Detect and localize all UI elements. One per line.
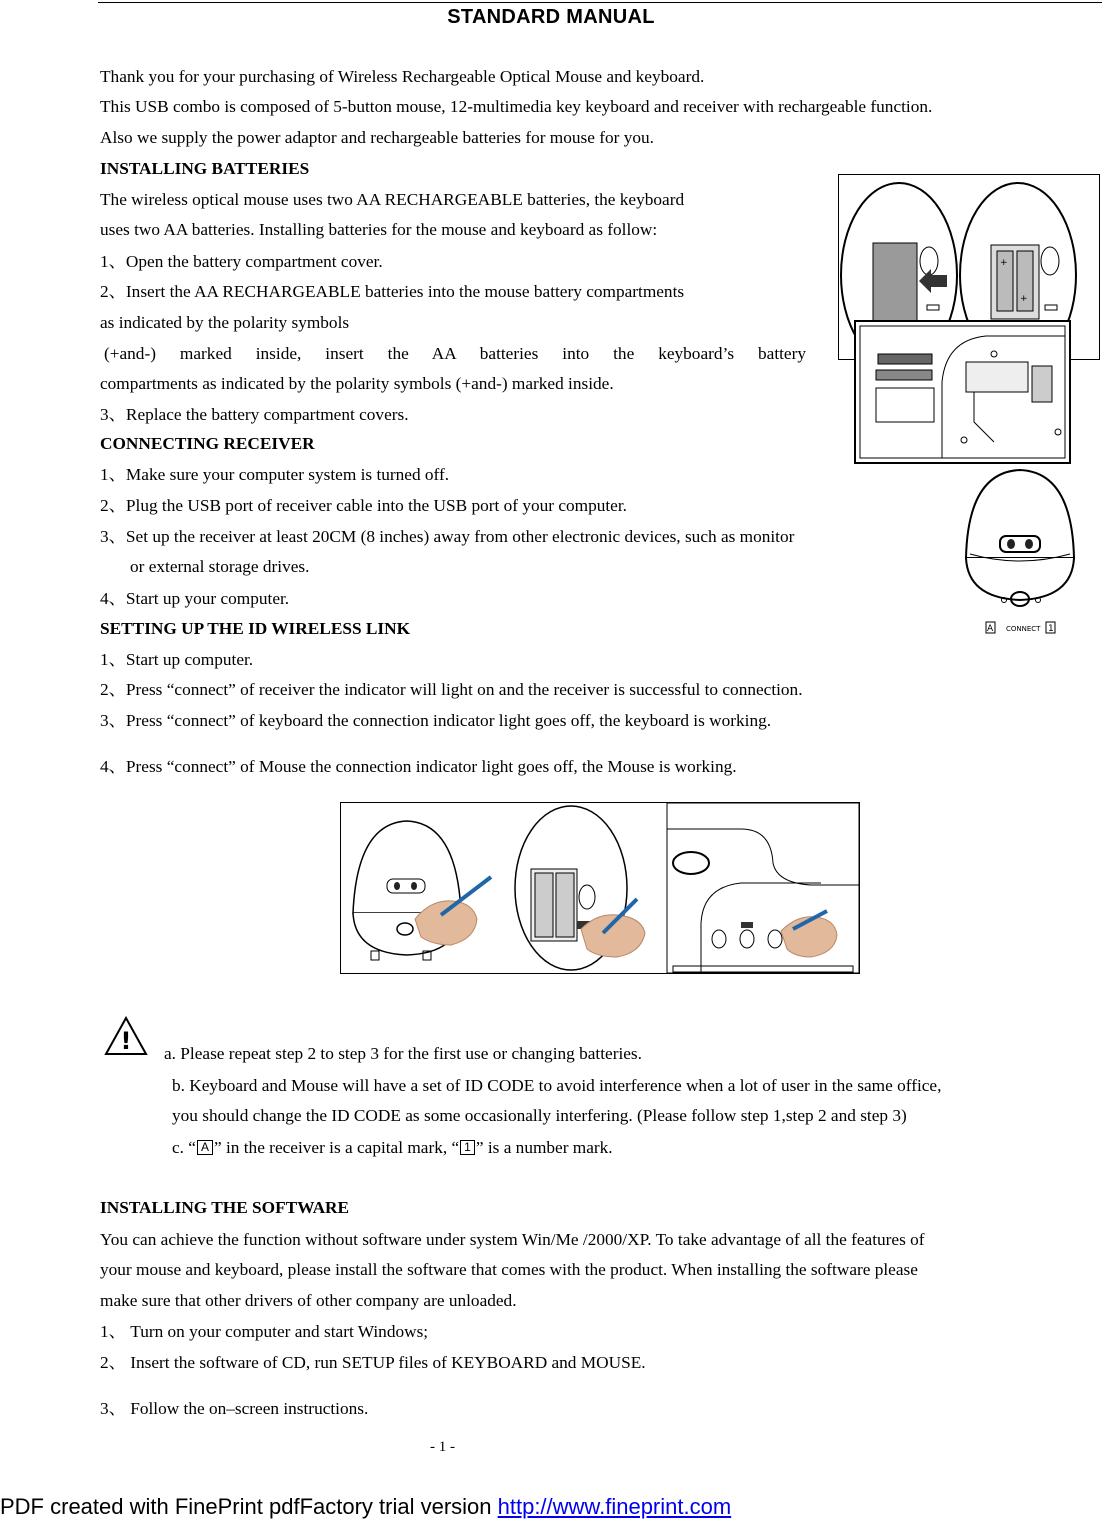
list-item: 2、 Insert the software of CD, run SETUP files of KEYBOARD and MOUSE.	[100, 1353, 646, 1372]
note-c-prefix: c. “	[172, 1138, 196, 1157]
list-item: 3、Set up the receiver at least 20CM (8 inches) away from other electronic devices, such as monitor	[100, 527, 795, 546]
list-item: 2、Insert the AA RECHARGEABLE batteries into the mouse battery compartments	[100, 282, 685, 301]
section-heading-batteries: INSTALLING BATTERIES	[100, 159, 310, 178]
svg-text:+: +	[1000, 258, 1008, 268]
text-line: The wireless optical mouse uses two AA RECHARGEABLE batteries, the keyboard	[100, 190, 685, 209]
keyboard-battery-figure	[854, 320, 1071, 464]
list-item: 1、 Turn on your computer and start Windows;	[100, 1322, 429, 1341]
note-c-middle: ” in the receiver is a capital mark, “	[214, 1138, 460, 1157]
list-item: 3、Replace the battery compartment covers.	[100, 405, 409, 424]
list-item: 1、Open the battery compartment cover.	[100, 252, 383, 271]
intro-line: This USB combo is composed of 5-button mouse, 12-multimedia key keyboard and receiver with rechargeable function.	[100, 97, 933, 116]
footer-text: PDF created with FinePrint pdfFactory trial version	[0, 1494, 498, 1519]
receiver-connect-label: CONNECT	[1006, 625, 1041, 633]
note-c-suffix: ” is a number mark.	[475, 1138, 613, 1157]
svg-text:+: +	[1020, 294, 1028, 304]
page-title: STANDARD MANUAL	[447, 6, 655, 28]
intro-line: Thank you for your purchasing of Wireless Rechargeable Optical Mouse and keyboard.	[100, 67, 705, 86]
capital-mark-a: A	[197, 1140, 213, 1155]
warning-icon	[104, 1016, 148, 1061]
intro-line: Also we supply the power adaptor and rechargeable batteries for mouse for you.	[100, 128, 654, 147]
list-item: 3、 Follow the on–screen instructions.	[100, 1399, 369, 1418]
text-line: You can achieve the function without software under system Win/Me /2000/XP. To take advantage of all the features of	[100, 1230, 925, 1249]
footer-link[interactable]: http://www.fineprint.com	[497, 1494, 732, 1519]
list-item: 2、Plug the USB port of receiver cable into the USB port of your computer.	[100, 496, 627, 515]
list-item: 4、Press “connect” of Mouse the connection indicator light goes off, the Mouse is working.	[100, 757, 737, 776]
list-item: 1、Make sure your computer system is turned off.	[100, 465, 450, 484]
text-line: uses two AA batteries. Installing batteries for the mouse and keyboard as follow:	[100, 220, 658, 239]
page-number: - 1 -	[430, 1439, 455, 1455]
section-heading-idlink: SETTING UP THE ID WIRELESS LINK	[100, 619, 411, 638]
list-item: 1、Start up computer.	[100, 650, 254, 669]
receiver-figure	[958, 466, 1082, 636]
text-line: your mouse and keyboard, please install the software that comes with the product. When installing the software please	[100, 1260, 918, 1279]
section-heading-receiver: CONNECTING RECEIVER	[100, 434, 315, 453]
section-heading-software: INSTALLING THE SOFTWARE	[100, 1198, 350, 1217]
note-b-continued: you should change the ID CODE as some occasionally interfering. (Please follow step 1,step 2 and step 3)	[172, 1106, 907, 1125]
receiver-mark-1: 1	[1048, 624, 1054, 634]
text-line: (+and-) marked inside, insert the AA batteries into the keyboard’s battery	[104, 344, 806, 363]
note-a: a. Please repeat step 2 to step 3 for the first use or changing batteries.	[164, 1044, 642, 1063]
note-c	[172, 1137, 613, 1159]
text-line: as indicated by the polarity symbols	[100, 313, 350, 332]
list-item: 3、Press “connect” of keyboard the connection indicator light goes off, the keyboard is working.	[100, 711, 772, 730]
list-item: 4、Start up your computer.	[100, 589, 290, 608]
list-item: 2、Press “connect” of receiver the indicator will light on and the receiver is successful to connection.	[100, 680, 803, 699]
top-rule	[98, 2, 1102, 3]
text-line: or external storage drives.	[130, 557, 310, 576]
footer	[0, 1494, 731, 1520]
number-mark-1: 1	[460, 1140, 475, 1155]
note-b: b. Keyboard and Mouse will have a set of ID CODE to avoid interference when a lot of user in the same office,	[172, 1076, 942, 1095]
receiver-mark-a: A	[987, 624, 994, 634]
connect-buttons-figure	[340, 802, 860, 974]
text-line: make sure that other drivers of other company are unloaded.	[100, 1291, 517, 1310]
text-line: compartments as indicated by the polarity symbols (+and-) marked inside.	[100, 374, 614, 393]
warning-symbol: !	[120, 1027, 132, 1055]
